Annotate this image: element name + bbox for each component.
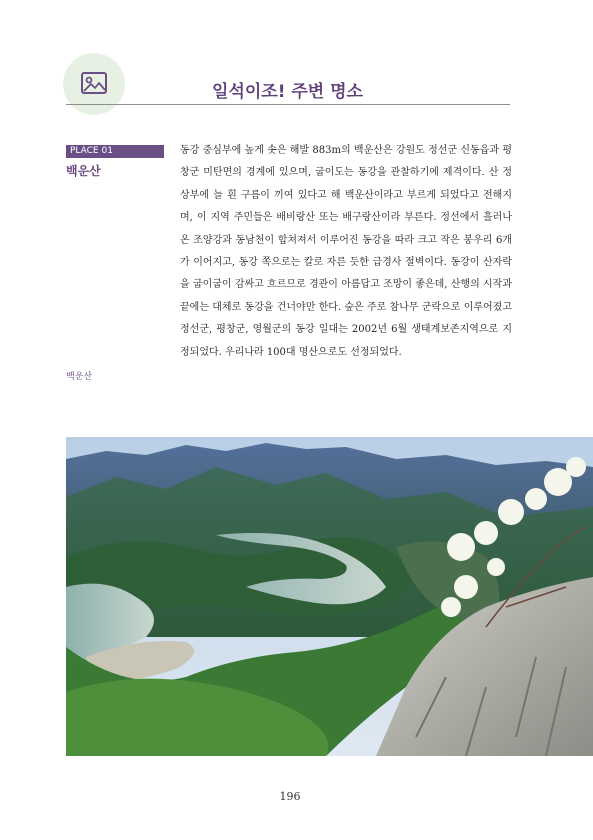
place-description: 동강 중심부에 높게 솟은 해발 883m의 백운산은 강원도 정선군 신동읍과 평창군 미탄면의 경계에 있으며, 굽이도는 동강을 관찰하기에 제격이다. 산 정상부에 늘 흰 구름이 끼여 있다고 해 백운산이라고 부르게 되었다고 전해지며, 이 지역 주민들은 배비랑산 또는 배구랑산이라 부른다. 정선에서 흘러나온 조양강과 동남천이 합쳐져서 이루어진 동강을 따라 크고 작은 봉우리 6개가 이어지고, 동강 쪽으로는 칼로 자른 듯한 급경사 절벽이다. 동강이 산자락을 굽이굽이 감싸고 흐르므로 경관이 아름답고 조망이 좋은데, 산행의 시작과 끝에는 대체로 동강을 건너야만 한다. 숲은 주로 참나무 군락으로 이루어졌고 정선군, 평창군, 영월군의 동강 일대는 2002년 6월 생태계보존지역으로 지정되었다. 우리나라 100대 명산으로도 선정되었다. xyxy=(180,145,512,358)
place-name: 백운산 xyxy=(66,164,101,178)
page-number: 196 xyxy=(279,790,301,803)
landscape-photo xyxy=(66,437,593,756)
image-icon xyxy=(80,70,108,96)
photo-caption: 백운산 xyxy=(66,372,93,382)
page-title: 일석이조! 주변 명소 xyxy=(212,82,363,102)
header-divider xyxy=(66,104,510,105)
place-tag: PLACE 01 xyxy=(66,145,164,158)
